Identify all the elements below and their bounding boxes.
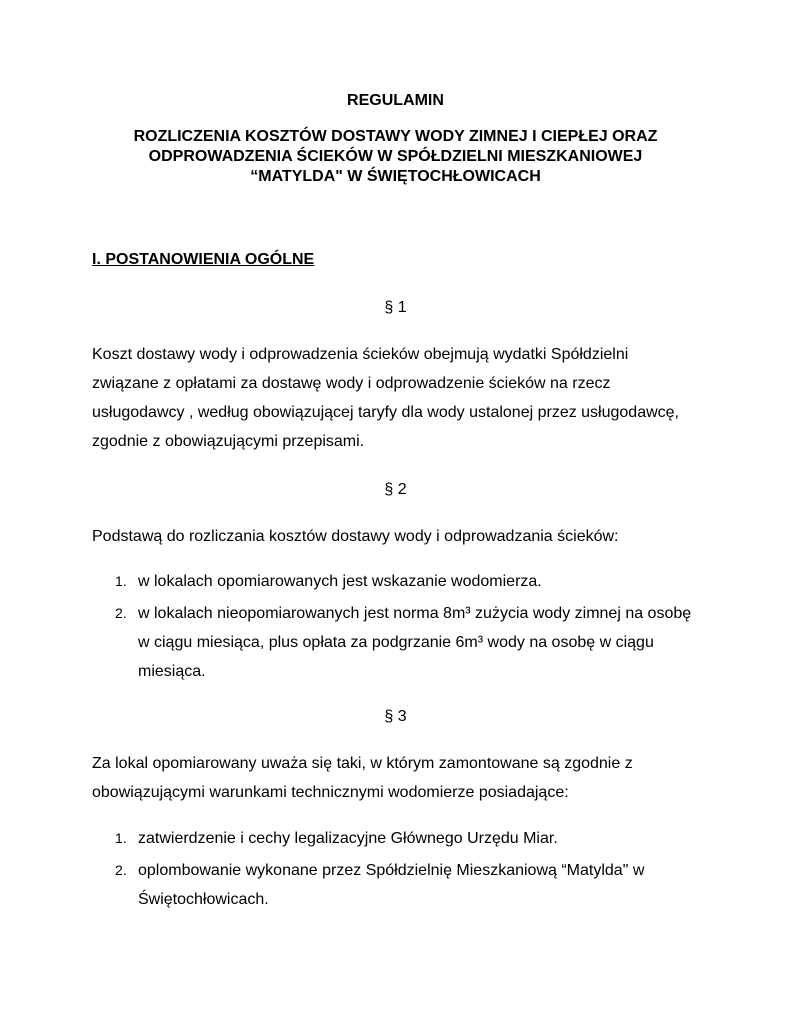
list-item-text: zatwierdzenie i cechy legalizacyjne Głównego Urzędu Miar. xyxy=(138,830,558,847)
paragraph-text: Podstawą do rozliczania kosztów dostawy wody i odprowadzania ścieków: xyxy=(92,528,619,545)
list-item-text: oplombowanie wykonane przez Spółdzielnię Mieszkaniową “Matylda" w Świętochłowicach. xyxy=(138,862,645,908)
list-number: 2. xyxy=(115,605,127,621)
list-number: 1. xyxy=(115,573,127,589)
list-item-text: w lokalach opomiarowanych jest wskazanie wodomierza. xyxy=(138,573,542,590)
list-number: 2. xyxy=(115,862,127,878)
subtitle-line: ODPROWADZENIA ŚCIEKÓW W SPÓŁDZIELNI MIESZKANIOWEJ xyxy=(148,148,643,165)
list-item xyxy=(92,599,702,686)
list-item xyxy=(92,567,702,596)
numbered-list xyxy=(92,567,702,689)
paragraph-sign: § 3 xyxy=(384,708,407,725)
paragraph-text: Koszt dostawy wody i odprowadzenia ścieków obejmują wydatki Spółdzielni związane z opłatami za dostawę wody i odprowadzenie ścieków na rzecz usługodawcy , według obowiązującej taryfy dla wody ustalonej przez usługodawcę, zgodnie z obowiązującymi przepisami. xyxy=(92,346,679,450)
list-item xyxy=(92,856,702,914)
document-subtitle xyxy=(0,127,791,187)
list-item xyxy=(92,824,702,853)
list-number: 1. xyxy=(115,830,127,846)
paragraph-text: Za lokal opomiarowany uważa się taki, w którym zamontowane są zgodnie z obowiązującymi warunkami technicznymi wodomierze posiadające: xyxy=(92,755,633,801)
section-heading: I. POSTANOWIENIA OGÓLNE xyxy=(92,251,315,268)
paragraph-sign: § 2 xyxy=(384,481,407,498)
subtitle-line: “MATYLDA" W ŚWIĘTOCHŁOWICACH xyxy=(250,168,541,185)
list-item-text: w lokalach nieopomiarowanych jest norma 8m³ zużycia wody zimnej na osobę w ciągu miesiąca, plus opłata za podgrzanie 6m³ wody na osobę w ciągu miesiąca. xyxy=(138,605,692,680)
document-title: REGULAMIN xyxy=(347,92,444,109)
numbered-list xyxy=(92,824,702,917)
paragraph-sign: § 1 xyxy=(384,299,407,316)
subtitle-line: ROZLICZENIA KOSZTÓW DOSTAWY WODY ZIMNEJ I CIEPŁEJ ORAZ xyxy=(133,128,658,145)
